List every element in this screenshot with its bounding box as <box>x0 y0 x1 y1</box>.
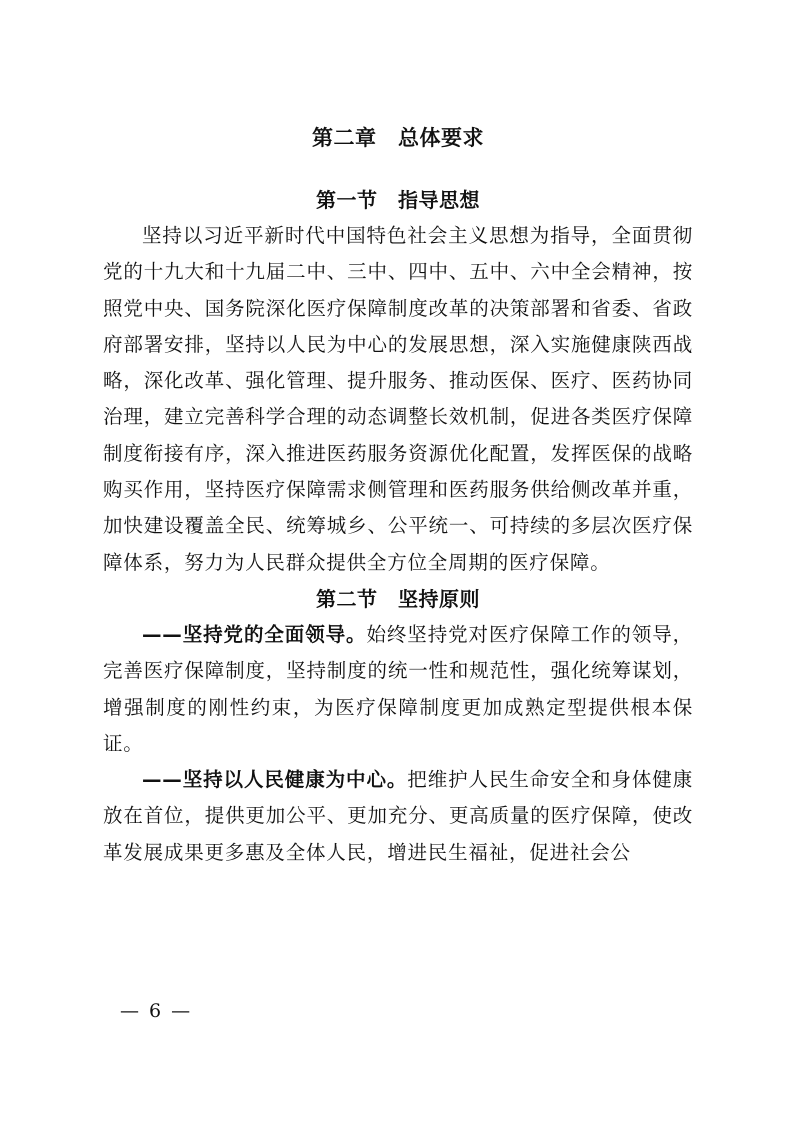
principle-lead: ——坚持党的全面领导。 <box>142 622 367 646</box>
principle-text: 始终坚持党对医疗保障工作的领导，完善医疗保障制度，坚持制度的统一性和规范性，强化统筹谋划，增强制度的刚性约束，为医疗保障制度更加成熟定型提供根本保证。 <box>103 622 693 755</box>
section-title-guiding-thought: 第一节 指导思想 <box>316 188 480 212</box>
document-body <box>103 120 693 871</box>
chapter-spacing <box>103 156 693 182</box>
principle-lead: ——坚持以人民健康为中心。 <box>142 768 408 792</box>
principle-paragraph <box>103 617 693 762</box>
section-title-principles: 第二节 坚持原则 <box>316 586 480 611</box>
chapter-title: 第二章 总体要求 <box>312 126 484 150</box>
principle-paragraph <box>103 762 693 871</box>
principle-text: 把维护人民生命安全和身体健康放在首位，提供更加公平、更加充分、更高质量的医疗保障，使改革发展成果更多惠及全体人民，增进民生福祉，促进社会公 <box>103 768 694 864</box>
page-number: — 6 — <box>120 1000 193 1022</box>
guiding-thought-paragraph: 坚持以习近平新时代中国特色社会主义思想为指导，全面贯彻党的十九大和十九届二中、三中、四中、五中、六中全会精神，按照党中央、国务院深化医疗保障制度改革的决策部署和省委、省政府部署安排，坚持以人民为中心的发展思想，深入实施健康陕西战略，深化改革、强化管理、提升服务、推动医保、医疗、医药协同治理，建立完善科学合理的动态调整长效机制，促进各类医疗保障制度衔接有序，深入推进医药服务资源优化配置，发挥医保的战略购买作用，坚持医疗保障需求侧管理和医药服务供给侧改革并重，加快建设覆盖全民、统筹城乡、公平统一、可持续的多层次医疗保障体系，努力为人民群众提供全方位全周期的医疗保障。 <box>103 224 693 574</box>
